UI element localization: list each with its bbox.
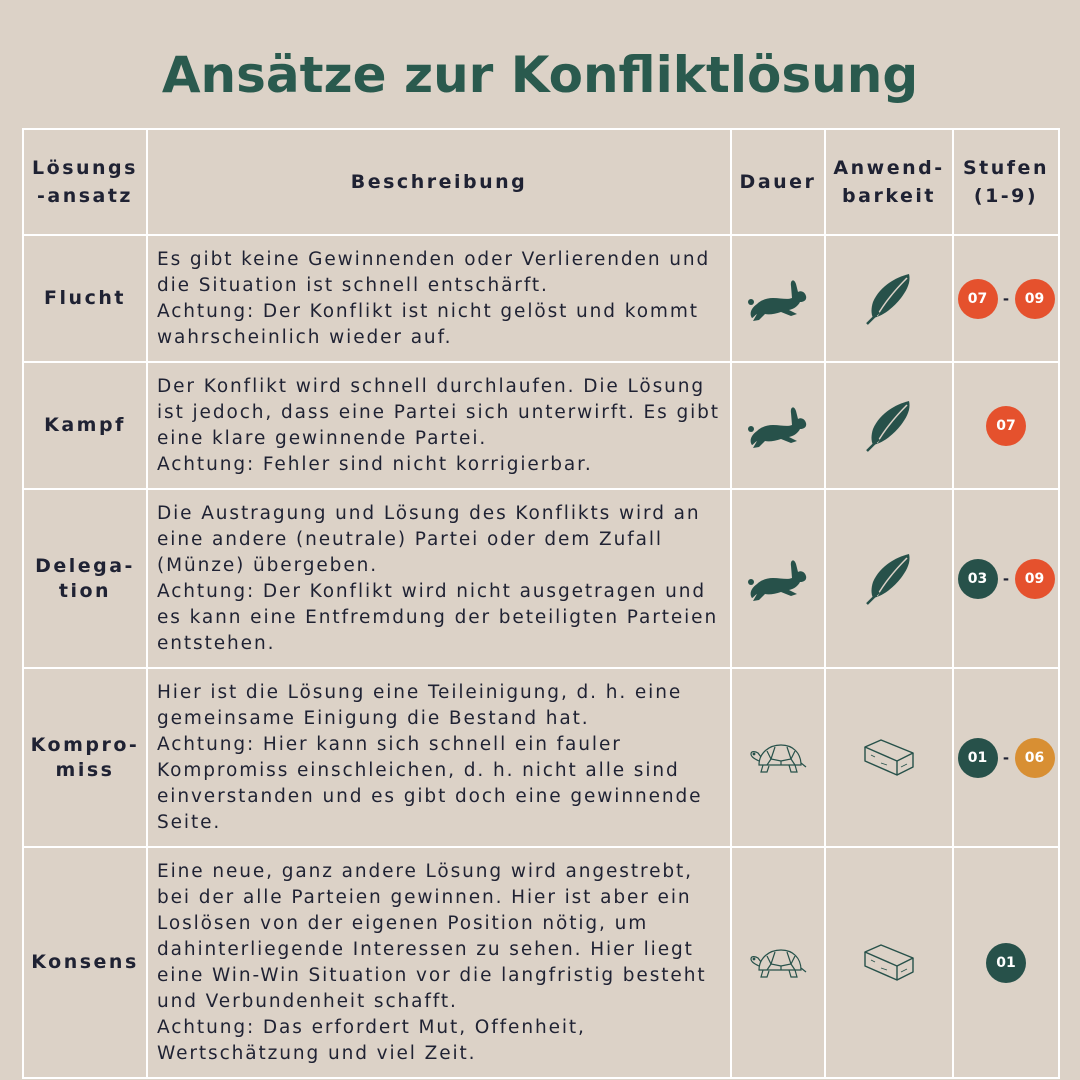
header-levels xyxy=(953,129,1059,235)
header-approach-label: Lösungs -ansatz xyxy=(32,157,138,207)
levels-cell xyxy=(953,668,1059,847)
approach-description: Es gibt keine Gewinnenden oder Verlierenden und die Situation ist schnell entschärft. Achtung: Der Konflikt ist nicht gelöst und kommt wahrscheinlich wieder auf. xyxy=(147,235,731,362)
conflict-resolution-table xyxy=(22,128,1060,1079)
feather-icon xyxy=(863,552,915,606)
applicability-cell xyxy=(825,235,953,362)
approach-name-label: Konsens xyxy=(31,951,139,973)
turtle-icon xyxy=(749,944,807,982)
level-badge-from: 01 xyxy=(986,943,1026,983)
feather-icon xyxy=(863,399,915,453)
applicability-cell xyxy=(825,362,953,489)
header-applicability-label: Anwend- barkeit xyxy=(833,157,945,207)
approach-name xyxy=(23,668,147,847)
feather-icon xyxy=(863,272,915,326)
brick-icon xyxy=(861,942,917,984)
table-row xyxy=(23,362,1059,489)
duration-cell xyxy=(731,362,825,489)
applicability-cell xyxy=(825,489,953,668)
table-row xyxy=(23,235,1059,362)
level-separator: - xyxy=(1002,748,1010,767)
table-row xyxy=(23,489,1059,668)
table-row xyxy=(23,668,1059,847)
duration-cell xyxy=(731,668,825,847)
duration-cell xyxy=(731,489,825,668)
levels-cell xyxy=(953,235,1059,362)
duration-cell xyxy=(731,847,825,1078)
rabbit-icon xyxy=(747,554,809,604)
approach-description: Die Austragung und Lösung des Konflikts wird an eine andere (neutrale) Partei oder dem Zufall (Münze) übergeben. Achtung: Der Konflikt wird nicht ausgetragen und es kann eine Entfremdung der beteiligten Parteien entstehen. xyxy=(147,489,731,668)
rabbit-icon xyxy=(747,401,809,451)
level-badge-to: 06 xyxy=(1015,738,1055,778)
level-separator: - xyxy=(1002,569,1010,588)
header-levels-label: Stufen (1-9) xyxy=(963,157,1049,207)
page-title: Ansätze zur Konfliktlösung xyxy=(161,46,919,104)
table-row xyxy=(23,847,1059,1078)
level-badge-from: 07 xyxy=(958,279,998,319)
level-separator: - xyxy=(1002,289,1010,308)
approach-description: Eine neue, ganz andere Lösung wird angestrebt, bei der alle Parteien gewinnen. Hier ist aber ein Loslösen von der eigenen Position nötig, um dahinterliegende Interessen zu sehen. Hier liegt eine Win-Win Situation vor die langfristig besteht und Verbundenheit schafft. Achtung: Das erfordert Mut, Offenheit, Wertschätzung und viel Zeit. xyxy=(147,847,731,1078)
header-applicability xyxy=(825,129,953,235)
levels-cell xyxy=(953,362,1059,489)
header-description-label: Beschreibung xyxy=(350,171,528,193)
header-duration xyxy=(731,129,825,235)
turtle-icon xyxy=(749,739,807,777)
approach-name-label: Delega- tion xyxy=(35,554,135,602)
approach-name-label: Kompro- miss xyxy=(30,733,140,781)
approach-name xyxy=(23,489,147,668)
rabbit-icon xyxy=(747,274,809,324)
header-description xyxy=(147,129,731,235)
approach-name xyxy=(23,847,147,1078)
approach-name-label: Kampf xyxy=(44,414,126,436)
level-badge-from: 03 xyxy=(958,559,998,599)
levels-cell xyxy=(953,489,1059,668)
level-badge-from: 01 xyxy=(958,738,998,778)
level-badge-to: 09 xyxy=(1015,279,1055,319)
header-row xyxy=(23,129,1059,235)
applicability-cell xyxy=(825,847,953,1078)
approach-name-label: Flucht xyxy=(44,287,126,309)
approach-name xyxy=(23,362,147,489)
level-badge-to: 09 xyxy=(1015,559,1055,599)
approach-description: Hier ist die Lösung eine Teileinigung, d. h. eine gemeinsame Einigung die Bestand hat. Achtung: Hier kann sich schnell ein fauler Kompromiss einschleichen, d. h. nicht alle sind einverstanden und es gibt doch eine gewinnende Seite. xyxy=(147,668,731,847)
approach-description: Der Konflikt wird schnell durchlaufen. Die Lösung ist jedoch, dass eine Partei sich unterwirft. Es gibt eine klare gewinnende Partei. Achtung: Fehler sind nicht korrigierbar. xyxy=(147,362,731,489)
applicability-cell xyxy=(825,668,953,847)
duration-cell xyxy=(731,235,825,362)
approach-name xyxy=(23,235,147,362)
header-duration-label: Dauer xyxy=(739,171,817,193)
levels-cell xyxy=(953,847,1059,1078)
brick-icon xyxy=(861,737,917,779)
header-approach xyxy=(23,129,147,235)
level-badge-from: 07 xyxy=(986,406,1026,446)
